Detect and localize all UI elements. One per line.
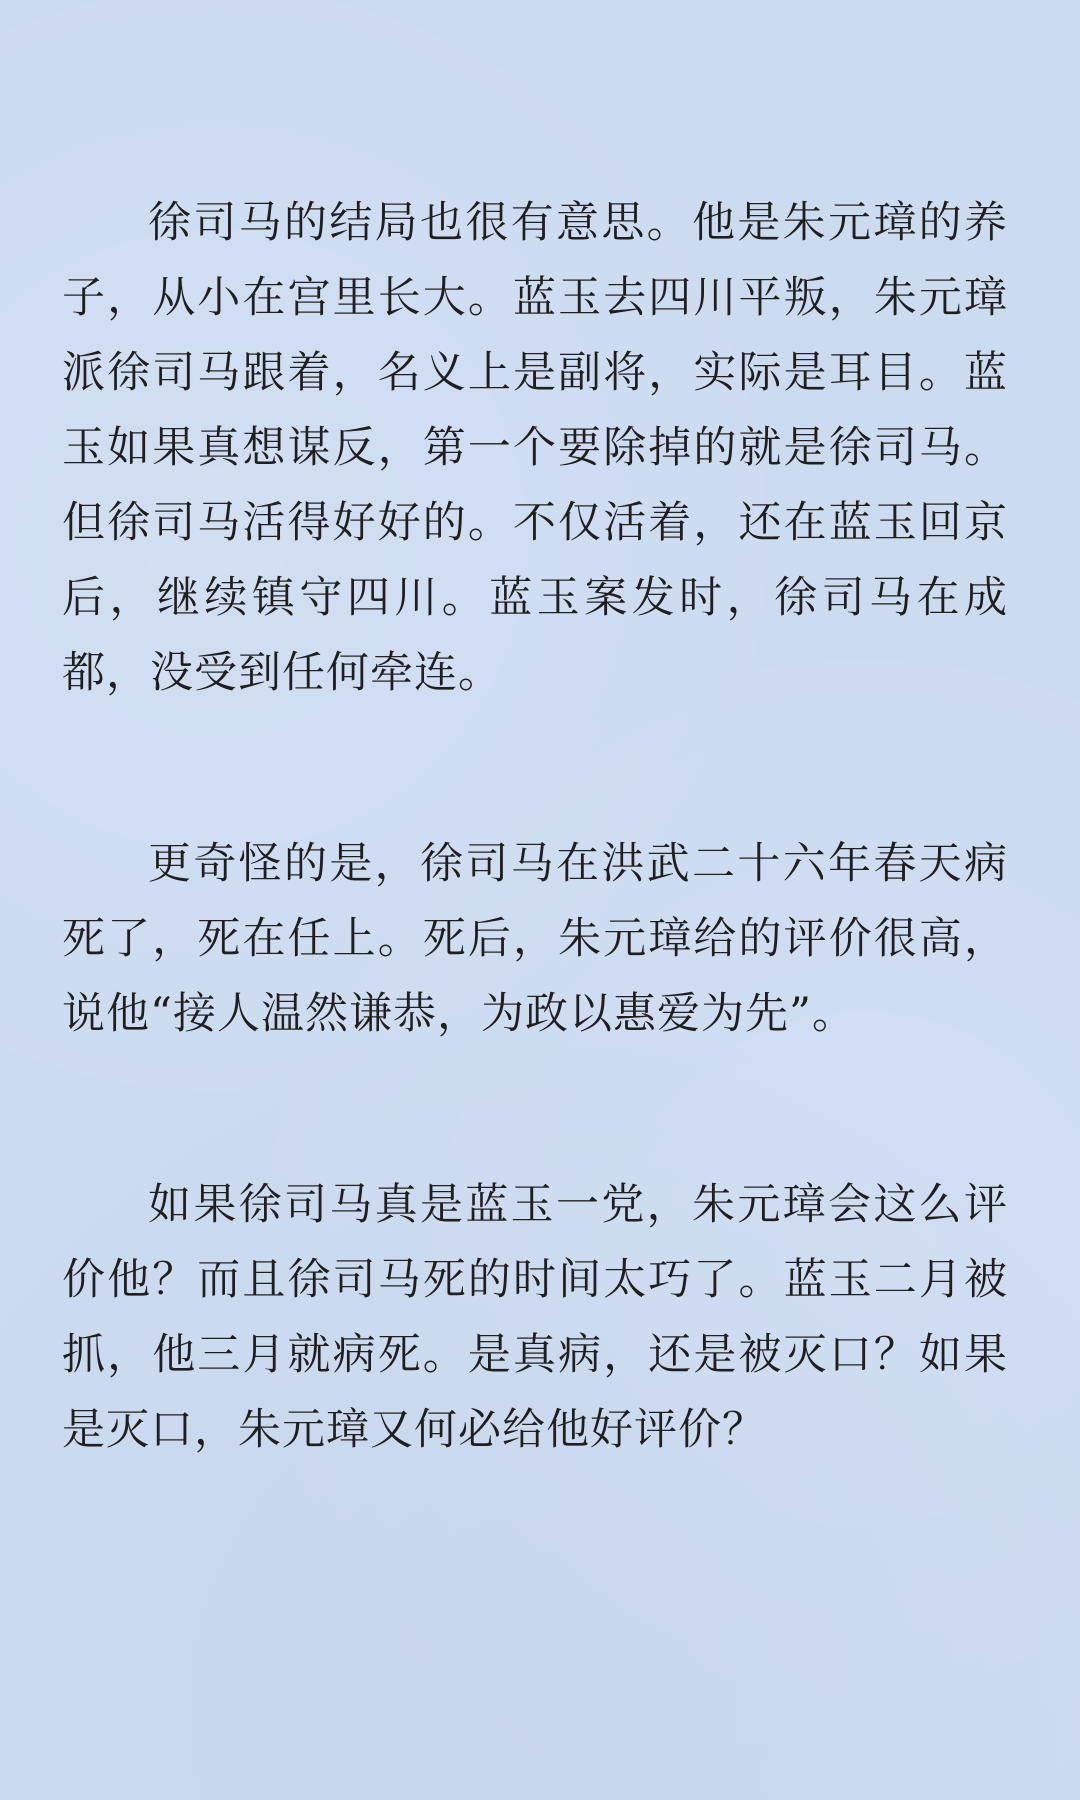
paragraph-2: 更奇怪的是，徐司马在洪武二十六年春天病死了，死在任上。死后，朱元璋给的评价很高，说他“接人温然谦恭，为政以惠爱为先”。 — [62, 839, 1008, 1039]
paragraph-3: 如果徐司马真是蓝玉一党，朱元璋会这么评价他？而且徐司马死的时间太巧了。蓝玉二月被抓，他三月就病死。是真病，还是被灭口？如果是灭口，朱元璋又何必给他好评价？ — [62, 1180, 1008, 1455]
paragraph-1: 徐司马的结局也很有意思。他是朱元璋的养子，从小在宫里长大。蓝玉去四川平叛，朱元璋派徐司马跟着，名义上是副将，实际是耳目。蓝玉如果真想谋反，第一个要除掉的就是徐司马。但徐司马活得好好的。不仅活着，还在蓝玉回京后，继续镇守四川。蓝玉案发时，徐司马在成都，没受到任何牵连。 — [62, 198, 1008, 698]
